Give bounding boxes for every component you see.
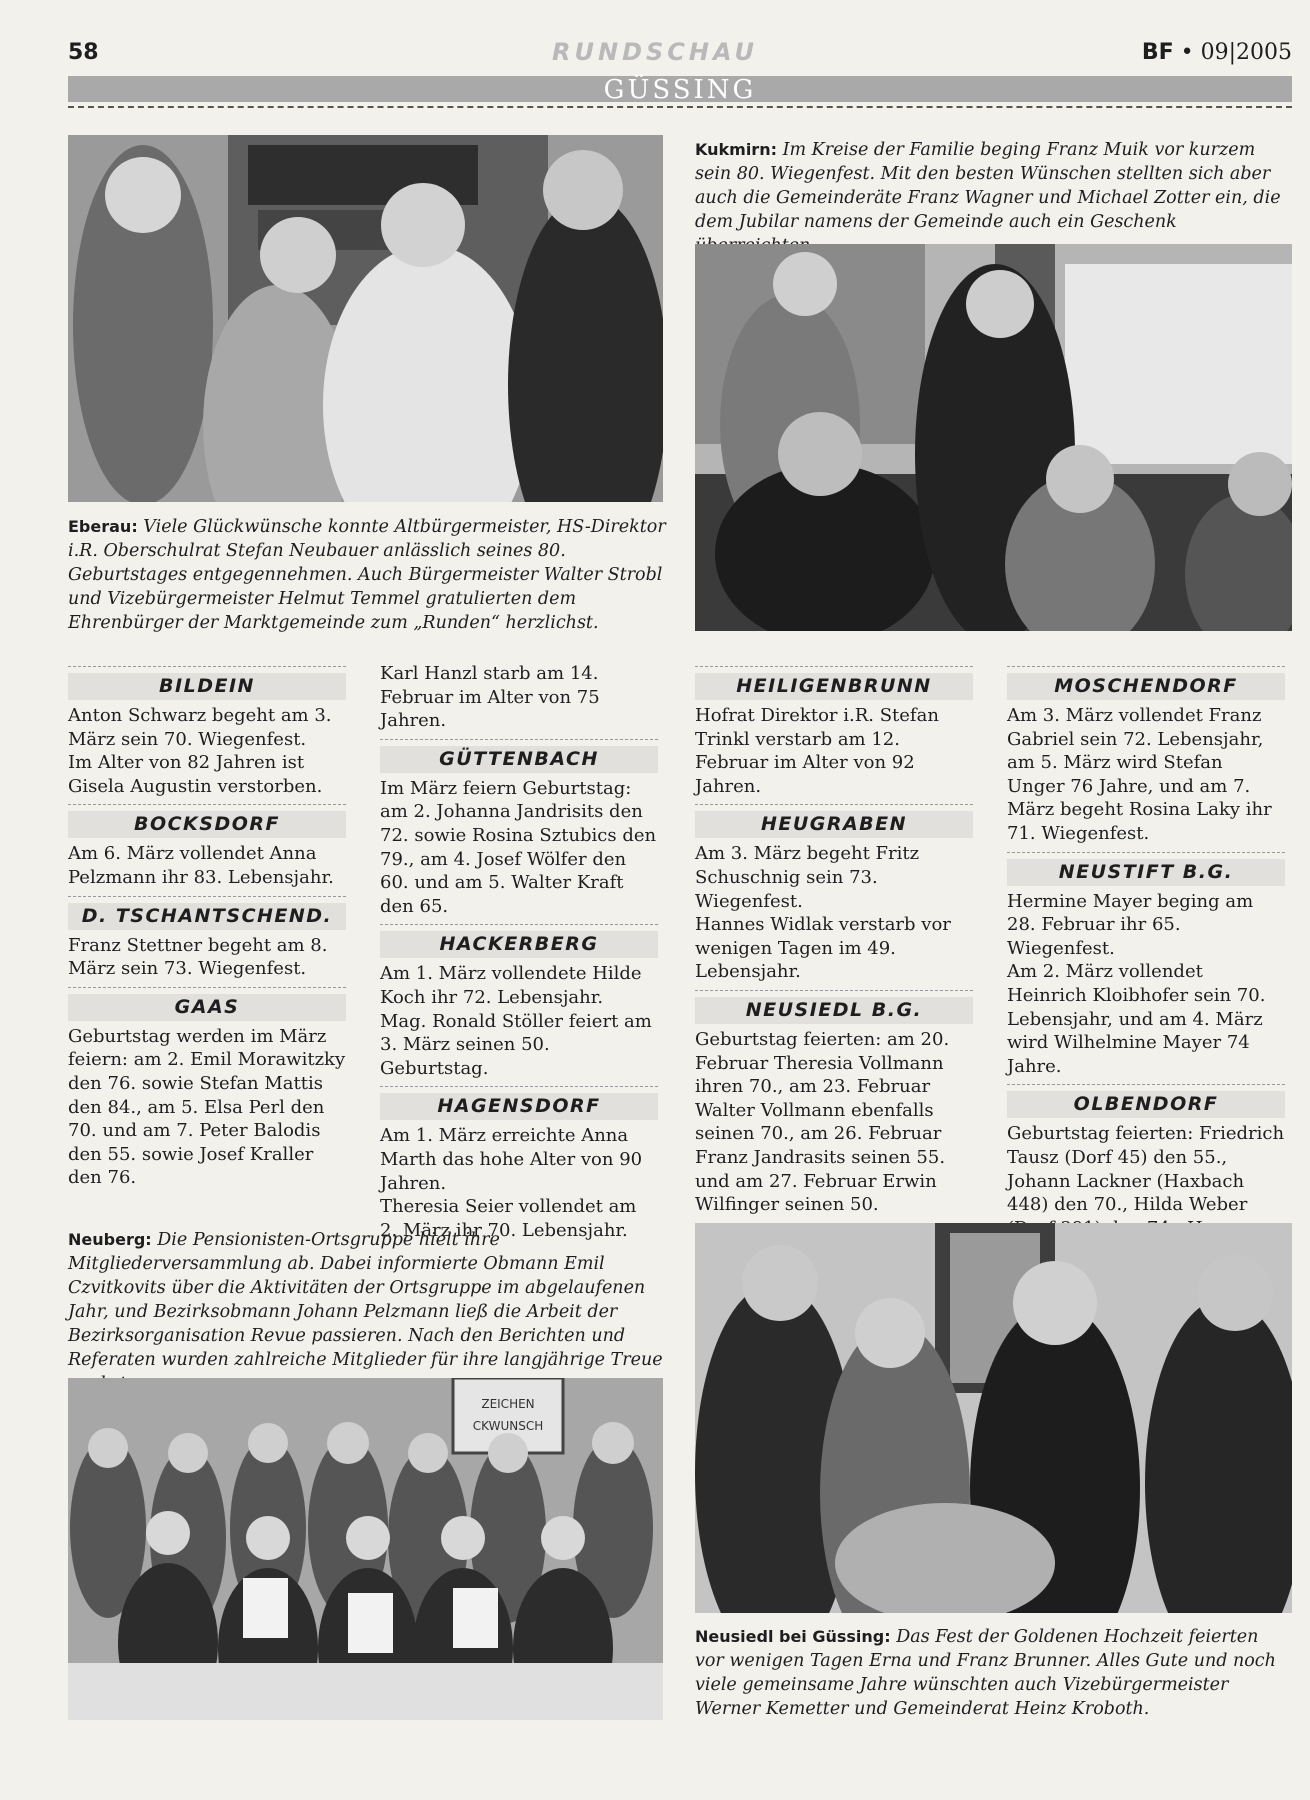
caption-kukmirn [695, 138, 1292, 258]
text-moschendorf: Am 3. März vollendet Franz Gabriel sein 72. Lebensjahr, am 5. März wird Stefan Unger 76 Jahre, und am 7. März begeht Rosina Laky ihr 71. Wiegenfest. [1007, 705, 1272, 844]
text-bildein-2: Im Alter von 82 Jahren ist Gisela Augustin verstorben. [68, 752, 323, 797]
section-hackerberg [380, 924, 658, 958]
section-title: RUNDSCHAU [552, 38, 758, 66]
photo-neuberg-image [68, 1378, 663, 1720]
heading-tschantschend: D. TSCHANTSCHEND. [68, 903, 346, 930]
text-neustift-2: Am 2. März vollendet Heinrich Kloibhofer sein 70. Lebensjahr, und am 4. März wird Wilhelmine Mayer 74 Jahre. [1007, 961, 1266, 1077]
text-heugraben-2: Hannes Widlak verstarb vor wenigen Tagen im 49. Lebensjahr. [695, 914, 951, 983]
caption-neuberg-place: Neuberg: [68, 1230, 152, 1249]
sign-line-2: CKWUNSCH [472, 1419, 544, 1433]
issue-info [1142, 40, 1292, 65]
heading-gaas: GAAS [68, 994, 346, 1021]
text-hagensdorf-2: Theresia Seier vollendet am 2. März ihr 70. Lebensjahr. [380, 1196, 637, 1241]
text-bildein-1: Anton Schwarz begeht am 3. März sein 70. Wiegenfest. [68, 705, 332, 750]
text-heiligenbrunn: Hofrat Direktor i.R. Stefan Trinkl verstarb am 12. Februar im Alter von 92 Jahren. [695, 705, 939, 797]
caption-neuberg-text: Die Pensionisten-Ortsgruppe hielt ihre Mitgliederversammlung ab. Dabei informierte Obmann Emil Czvitkovits über die Aktivitäten der Ortsgruppe im abgelaufenen Jahr, und Bezirksobmann Johann Pelzmann ließ die Arbeit der Bezirksorganisation Revue passieren. Nach den Berichten und Referaten wurden zahlreiche Mitglieder für ihre langjährige Treue [68, 1230, 663, 1370]
region-title: GÜSSING [603, 75, 757, 105]
section-neustift [1007, 852, 1285, 886]
section-bocksdorf [68, 804, 346, 838]
heading-bildein: BILDEIN [68, 673, 346, 700]
caption-kukmirn-place: Kukmirn: [695, 140, 777, 159]
section-guettenbach [380, 739, 658, 773]
caption-eberau [68, 515, 666, 635]
section-gaas [68, 987, 346, 1021]
photo-neuberg [68, 1378, 663, 1720]
heading-heiligenbrunn: HEILIGENBRUNN [695, 673, 973, 700]
heading-hackerberg: HACKERBERG [380, 931, 658, 958]
heading-neustift: NEUSTIFT B.G. [1007, 859, 1285, 886]
magazine-name: BF [1141, 40, 1174, 65]
heading-heugraben: HEUGRABEN [695, 811, 973, 838]
section-heiligenbrunn [695, 666, 973, 700]
heading-bocksdorf: BOCKSDORF [68, 811, 346, 838]
sign-line-1: ZEICHEN [481, 1397, 535, 1411]
caption-eberau-text: Viele Glückwünsche konnte Altbürgermeister, HS-Direktor i.R. Oberschulrat Stefan Neubauer anlässlich seines 80. Geburtstages entgegennehmen. Auch Bürgermeister Walter Strobl und Vizebürgermeister Helmut Temmel gratulierten dem Ehrenbürger der Marktgemeinde zum „Runden“ herzlichst. [68, 517, 666, 633]
text-bocksdorf: Am 6. März vollendet Anna Pelzmann ihr 83. Lebensjahr. [68, 843, 334, 888]
column-1 [68, 660, 346, 1190]
section-hagensdorf [380, 1086, 658, 1120]
text-hagensdorf-1: Am 1. März erreichte Anna Marth das hohe Alter von 90 Jahren. [380, 1125, 643, 1194]
text-gaas: Geburtstag werden im März feiern: am 2. Emil Morawitzky den 76. sowie Stefan Mattis den 84., am 5. Elsa Perl den 70. und am 7. Peter Balodis den 55. sowie Josef Kraller den 76. [68, 1025, 346, 1189]
photo-kukmirn-image [695, 244, 1292, 631]
text-hackerberg-1: Am 1. März vollendete Hilde Koch ihr 72. Lebensjahr. [380, 963, 642, 1008]
text-guettenbach: Im März feiern Geburtstag: am 2. Johanna Jandrisits den 72. sowie Rosina Sztubics den 79., am 4. Josef Wölfer den 60. und am 5. Walter Kraft den 65. [380, 777, 657, 917]
text-hackerberg-2: Mag. Ronald Stöller feiert am 3. März seinen 50. Geburtstag. [380, 1010, 652, 1079]
heading-guettenbach: GÜTTENBACH [380, 746, 658, 773]
text-neustift-1: Hermine Mayer beging am 28. Februar ihr 65. Wiegenfest. [1007, 890, 1254, 959]
photo-eberau-image [68, 135, 663, 502]
text-bildein-continued: Karl Hanzl starb am 14. Februar im Alter von 75 Jahren. [380, 663, 600, 732]
heading-moschendorf: MOSCHENDORF [1007, 673, 1285, 700]
column-4 [1007, 660, 1285, 1264]
photo-neusiedl-image [695, 1223, 1292, 1613]
text-olbendorf: Geburtstag feierten: Friedrich Tausz (Dorf 45) den 55., Johann Lackner (Haxbach 448) den 70., Hilda Weber [1007, 1123, 1285, 1216]
section-heugraben [695, 804, 973, 838]
section-olbendorf [1007, 1084, 1285, 1118]
column-2 [380, 662, 658, 1242]
text-neusiedl: Geburtstag feierten: am 20. Februar Theresia Vollmann ihren 70., am 23. Februar Walter Vollmann ebenfalls seinen 70., am 26. Februar Franz Jandrasits seinen 55. und am 27. Februar Erwin Wilfinger seinen 50. [695, 1028, 950, 1216]
issue-number: 09|2005 [1200, 40, 1292, 65]
text-heugraben-1: Am 3. März begeht Fritz Schuschnig sein 73. Wiegenfest. [695, 843, 920, 912]
region-banner [68, 75, 1292, 105]
header-divider [68, 106, 1292, 108]
text-tschantschend: Franz Stettner begeht am 8. März sein 73. Wiegenfest. [68, 934, 328, 980]
issue-separator: • [1180, 40, 1194, 65]
heading-olbendorf: OLBENDORF [1007, 1091, 1285, 1118]
caption-neusiedl-place: Neusiedl bei Güssing: [695, 1627, 891, 1646]
heading-hagensdorf: HAGENSDORF [380, 1093, 658, 1120]
caption-neusiedl-text: Das Fest der Goldenen Hochzeit feierten vor wenigen Tagen Erna und Franz Brunner. Alles Gute und noch viele gemeinsame Jahre wünschten auch Vizebürgermeister Werner Kemetter und Gemeinderat Heinz Kroboth. [695, 1627, 1276, 1719]
photo-neusiedl [695, 1223, 1292, 1613]
caption-neuberg [68, 1228, 666, 1396]
page-number: 58 [68, 40, 99, 65]
caption-kukmirn-text: Im Kreise der Familie beging Franz Muik vor kurzem sein 80. Wiegenfest. Mit den besten Wünschen stellten sich aber auch die Gemeinderäte Franz Wagner und Michael Zotter ein, die dem Jubilar namens der Gemeinde auch ein Geschenk [695, 140, 1281, 232]
section-moschendorf [1007, 666, 1285, 700]
column-3 [695, 660, 973, 1217]
section-tschantschend [68, 896, 346, 930]
caption-neusiedl [695, 1625, 1292, 1721]
photo-eberau [68, 135, 663, 502]
section-bildein [68, 666, 346, 700]
heading-neusiedl: NEUSIEDL B.G. [695, 997, 973, 1024]
photo-kukmirn [695, 244, 1292, 631]
section-neusiedl [695, 990, 973, 1024]
caption-eberau-place: Eberau: [68, 517, 138, 536]
